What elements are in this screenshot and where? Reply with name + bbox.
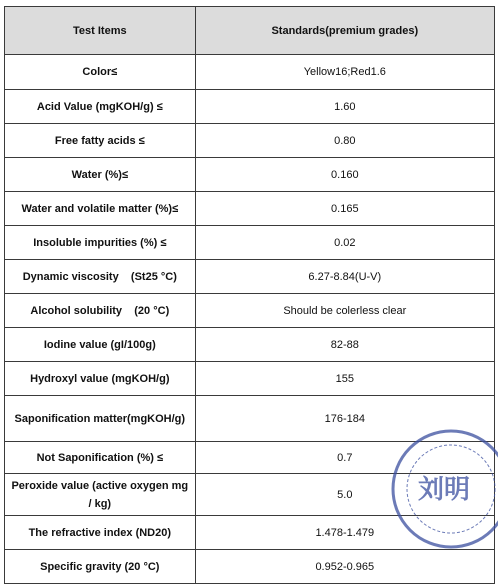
standards-table [4, 6, 495, 584]
row-standard: 0.02 [195, 226, 494, 260]
table-row [5, 550, 495, 584]
row-standard: 5.0 [195, 474, 494, 516]
row-standard: 176-184 [195, 396, 494, 442]
table-row [5, 192, 495, 226]
header-test-items: Test Items [5, 7, 196, 55]
table-row [5, 124, 495, 158]
row-item: Acid Value (mgKOH/g) ≤ [5, 90, 196, 124]
row-standard: 6.27-8.84(U-V) [195, 260, 494, 294]
table-row [5, 328, 495, 362]
table-row [5, 158, 495, 192]
table-row [5, 294, 495, 328]
row-standard: 155 [195, 362, 494, 396]
row-standard: 1.478-1.479 [195, 516, 494, 550]
table-header-row [5, 7, 495, 55]
row-standard: 0.952-0.965 [195, 550, 494, 584]
row-standard: 0.80 [195, 124, 494, 158]
row-standard: 0.7 [195, 442, 494, 474]
row-standard: 82-88 [195, 328, 494, 362]
table-row [5, 474, 495, 516]
table-row [5, 396, 495, 442]
table-row [5, 516, 495, 550]
table-row [5, 226, 495, 260]
row-item: Specific gravity (20 °C) [5, 550, 196, 584]
row-standard: 0.165 [195, 192, 494, 226]
table-row [5, 260, 495, 294]
table-row [5, 362, 495, 396]
row-item: The refractive index (ND20) [5, 516, 196, 550]
row-item: Saponification matter(mgKOH/g) [5, 396, 196, 442]
row-item: Free fatty acids ≤ [5, 124, 196, 158]
row-standard: 0.160 [195, 158, 494, 192]
table-row [5, 55, 495, 90]
header-standards: Standards(premium grades) [195, 7, 494, 55]
row-item: Color≤ [5, 55, 196, 90]
row-item: Dynamic viscosity (St25 °C) [5, 260, 196, 294]
row-standard: 1.60 [195, 90, 494, 124]
row-item: Hydroxyl value (mgKOH/g) [5, 362, 196, 396]
row-standard: Yellow16;Red1.6 [195, 55, 494, 90]
row-item: Not Saponification (%) ≤ [5, 442, 196, 474]
row-item: Peroxide value (active oxygen mg / kg) [5, 474, 196, 516]
seal-signature: 刘明 [417, 475, 471, 505]
row-standard: Should be colerless clear [195, 294, 494, 328]
row-item: Water and volatile matter (%)≤ [5, 192, 196, 226]
row-item: Iodine value (gI/100g) [5, 328, 196, 362]
row-item: Insoluble impurities (%) ≤ [5, 226, 196, 260]
row-item: Water (%)≤ [5, 158, 196, 192]
row-item: Alcohol solubility (20 °C) [5, 294, 196, 328]
table-row [5, 442, 495, 474]
table-row [5, 90, 495, 124]
